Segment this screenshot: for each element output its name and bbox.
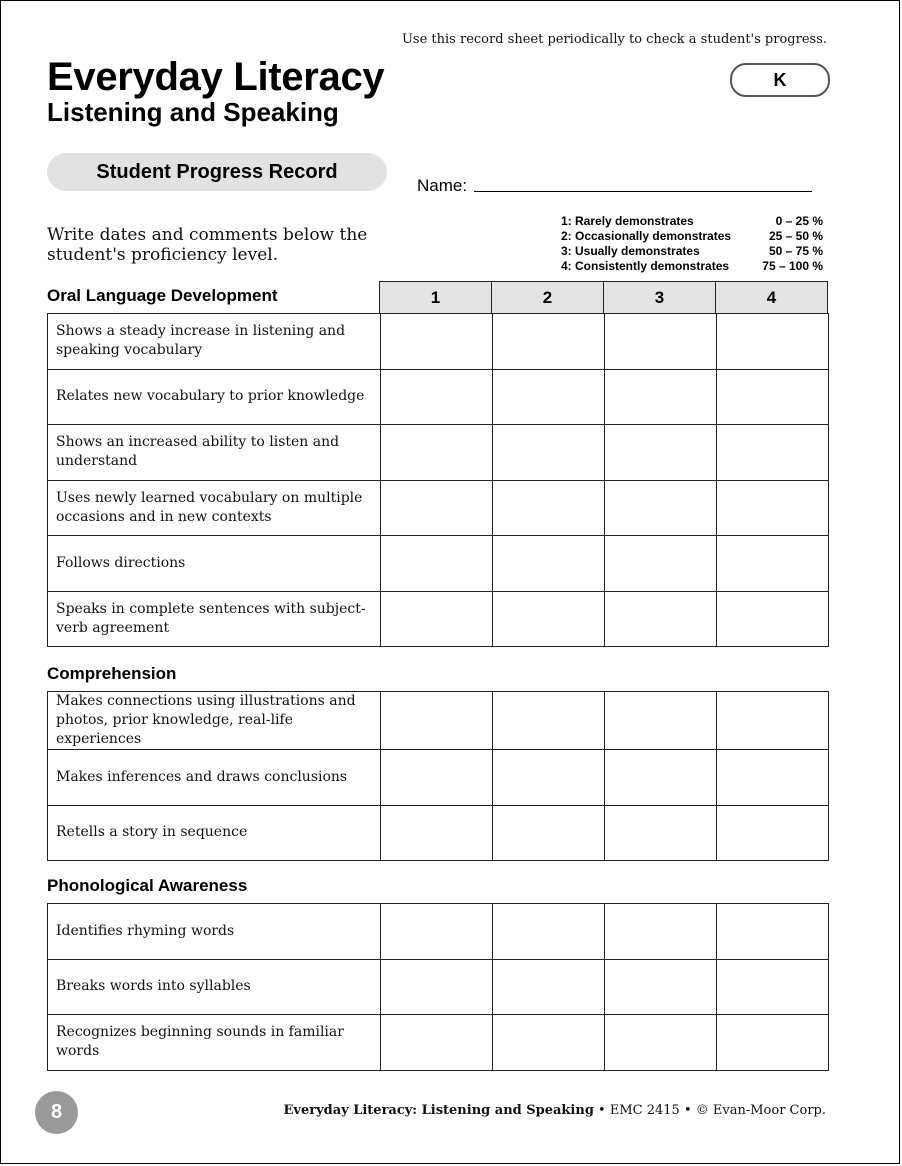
legend-text: 1: Rarely demonstrates bbox=[561, 214, 694, 228]
entry-cell[interactable] bbox=[605, 692, 717, 750]
page-title: Everyday Literacy bbox=[47, 55, 385, 99]
entry-cell[interactable] bbox=[605, 480, 717, 536]
legend-range: 50 – 75 % bbox=[768, 244, 823, 258]
entry-cell[interactable] bbox=[493, 480, 605, 536]
entry-cell[interactable] bbox=[381, 314, 493, 370]
level-header-4: 4 bbox=[716, 282, 828, 314]
entry-cell[interactable] bbox=[605, 369, 717, 425]
section-title-phonological: Phonological Awareness bbox=[47, 876, 248, 895]
entry-cell[interactable] bbox=[717, 369, 829, 425]
table-row bbox=[48, 369, 829, 425]
skill-description: Retells a story in sequence bbox=[48, 805, 381, 861]
entry-cell[interactable] bbox=[605, 750, 717, 806]
entry-cell[interactable] bbox=[381, 750, 493, 806]
entry-cell[interactable] bbox=[717, 750, 829, 806]
legend-row bbox=[561, 214, 823, 229]
legend-row bbox=[561, 259, 823, 274]
skill-description: Makes connections using illustrations and photos, prior knowledge, real-life experiences bbox=[48, 692, 381, 750]
section-title-oral-language: Oral Language Development bbox=[47, 286, 278, 305]
entry-cell[interactable] bbox=[717, 591, 829, 647]
skill-description: Identifies rhyming words bbox=[48, 904, 381, 960]
legend-text: 3: Usually demonstrates bbox=[561, 244, 700, 258]
entry-cell[interactable] bbox=[605, 314, 717, 370]
footer-publisher: • EMC 2415 • © Evan-Moor Corp. bbox=[593, 1103, 826, 1118]
entry-cell[interactable] bbox=[493, 750, 605, 806]
entry-cell[interactable] bbox=[493, 1015, 605, 1071]
entry-cell[interactable] bbox=[381, 692, 493, 750]
entry-cell[interactable] bbox=[381, 591, 493, 647]
top-note: Use this record sheet periodically to check a student's progress. bbox=[401, 32, 827, 47]
table-row bbox=[48, 959, 829, 1015]
entry-cell[interactable] bbox=[493, 536, 605, 592]
footer-book-title: Everyday Literacy: Listening and Speaking bbox=[283, 1103, 594, 1118]
entry-cell[interactable] bbox=[717, 805, 829, 861]
level-header-table bbox=[379, 281, 828, 314]
entry-cell[interactable] bbox=[717, 314, 829, 370]
entry-cell[interactable] bbox=[605, 1015, 717, 1071]
legend-range: 0 – 25 % bbox=[775, 214, 823, 228]
table-row bbox=[48, 750, 829, 806]
footer-credit bbox=[283, 1103, 826, 1118]
table-row bbox=[48, 805, 829, 861]
entry-cell[interactable] bbox=[381, 904, 493, 960]
page-subtitle: Listening and Speaking bbox=[47, 97, 339, 127]
entry-cell[interactable] bbox=[717, 1015, 829, 1071]
table-row bbox=[48, 314, 829, 370]
skill-description: Shows an increased ability to listen and understand bbox=[48, 425, 381, 481]
table-row bbox=[48, 536, 829, 592]
section-title-comprehension: Comprehension bbox=[47, 664, 177, 683]
level-header-3: 3 bbox=[604, 282, 716, 314]
level-header-1: 1 bbox=[380, 282, 492, 314]
entry-cell[interactable] bbox=[717, 692, 829, 750]
legend-row bbox=[561, 244, 823, 259]
skill-description: Follows directions bbox=[48, 536, 381, 592]
entry-cell[interactable] bbox=[605, 805, 717, 861]
entry-cell[interactable] bbox=[381, 369, 493, 425]
entry-cell[interactable] bbox=[493, 904, 605, 960]
entry-cell[interactable] bbox=[717, 959, 829, 1015]
skill-description: Makes inferences and draws conclusions bbox=[48, 750, 381, 806]
entry-cell[interactable] bbox=[493, 692, 605, 750]
skill-description: Speaks in complete sentences with subject-verb agreement bbox=[48, 591, 381, 647]
entry-cell[interactable] bbox=[381, 959, 493, 1015]
entry-cell[interactable] bbox=[493, 425, 605, 481]
entry-cell[interactable] bbox=[605, 959, 717, 1015]
grade-badge: K bbox=[730, 63, 830, 97]
legend-row bbox=[561, 229, 823, 244]
table-row bbox=[48, 904, 829, 960]
entry-cell[interactable] bbox=[493, 959, 605, 1015]
entry-cell[interactable] bbox=[717, 480, 829, 536]
table-row bbox=[48, 1015, 829, 1071]
table-row bbox=[48, 692, 829, 750]
skill-description: Shows a steady increase in listening and speaking vocabulary bbox=[48, 314, 381, 370]
legend-text: 2: Occasionally demonstrates bbox=[561, 229, 732, 243]
level-header-2: 2 bbox=[492, 282, 604, 314]
entry-cell[interactable] bbox=[717, 536, 829, 592]
page-number-badge: 8 bbox=[35, 1091, 78, 1134]
skill-description: Uses newly learned vocabulary on multiple occasions and in new contexts bbox=[48, 480, 381, 536]
entry-cell[interactable] bbox=[605, 536, 717, 592]
skill-description: Breaks words into syllables bbox=[48, 959, 381, 1015]
entry-cell[interactable] bbox=[605, 591, 717, 647]
table-row bbox=[48, 480, 829, 536]
comprehension-table bbox=[47, 691, 829, 861]
entry-cell[interactable] bbox=[717, 425, 829, 481]
skill-description: Recognizes beginning sounds in familiar words bbox=[48, 1015, 381, 1071]
entry-cell[interactable] bbox=[493, 314, 605, 370]
table-row bbox=[48, 425, 829, 481]
entry-cell[interactable] bbox=[381, 1015, 493, 1071]
legend-range: 25 – 50 % bbox=[768, 229, 823, 243]
record-title-pill: Student Progress Record bbox=[47, 153, 387, 191]
phonological-table bbox=[47, 903, 829, 1071]
name-field-line[interactable] bbox=[474, 191, 812, 192]
legend-text: 4: Consistently demonstrates bbox=[561, 259, 730, 273]
entry-cell[interactable] bbox=[493, 369, 605, 425]
name-label: Name: bbox=[417, 176, 468, 195]
entry-cell[interactable] bbox=[493, 805, 605, 861]
legend-range: 75 – 100 % bbox=[762, 259, 823, 273]
instructions: Write dates and comments below the student's proficiency level. bbox=[47, 225, 368, 265]
entry-cell[interactable] bbox=[605, 425, 717, 481]
oral-language-table bbox=[47, 313, 829, 647]
entry-cell[interactable] bbox=[381, 805, 493, 861]
entry-cell[interactable] bbox=[493, 591, 605, 647]
skill-description: Relates new vocabulary to prior knowledge bbox=[48, 369, 381, 425]
entry-cell[interactable] bbox=[381, 536, 493, 592]
entry-cell[interactable] bbox=[605, 904, 717, 960]
entry-cell[interactable] bbox=[717, 904, 829, 960]
entry-cell[interactable] bbox=[381, 425, 493, 481]
table-row bbox=[48, 591, 829, 647]
entry-cell[interactable] bbox=[381, 480, 493, 536]
proficiency-legend bbox=[561, 214, 823, 274]
